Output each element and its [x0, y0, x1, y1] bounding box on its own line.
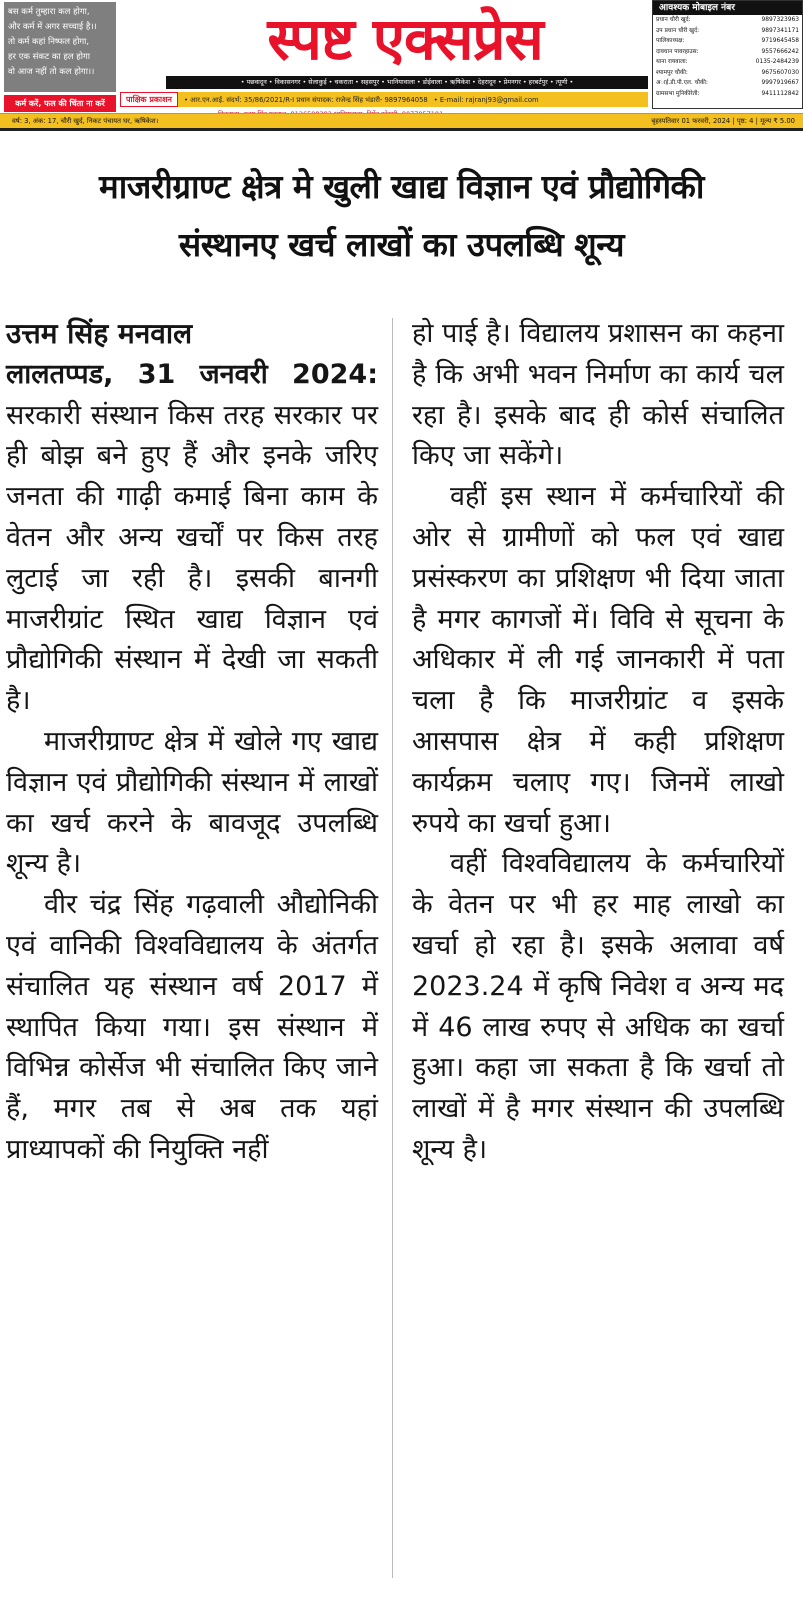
- contact-number: 9897323963: [761, 17, 799, 23]
- contact-row: [653, 57, 802, 68]
- headline-line: संस्थानए खर्च लाखों का उपलब्धि शून्य: [178, 225, 625, 264]
- contact-label: अाई.डी.पी.एल. चौकी:: [656, 80, 708, 86]
- article-column-left: [6, 314, 378, 1171]
- coverage-cities-strip: • पछवादून • विकासनगर • सेलाकुई • चकराता • सहसपुर • भानियावाला • डोईवाला • ऋषिकेश • देहरादून • प्रेमनगर • हरबर्टपुर • त्यूणी •: [166, 76, 648, 89]
- column-divider: [392, 318, 393, 1578]
- contact-number: 9411112842: [761, 90, 799, 97]
- headline-line: माजरीग्राण्ट क्षेत्र मे खुली खाद्य विज्ञान एवं प्रौद्योगिकी: [99, 167, 704, 206]
- motto-box: [4, 2, 116, 92]
- article-paragraph: माजरीग्राण्ट क्षेत्र में खोले गए खाद्य विज्ञान एवं प्रौद्योगिकी संस्थान में लाखों का खर्च करने के बावजूद उपलब्धि शून्य है।: [6, 725, 378, 880]
- contact-numbers-box: [652, 0, 803, 109]
- motto-line: और कर्म में अगर सच्चाई है।।: [8, 22, 97, 32]
- article-paragraph: वहीं इस स्थान में कर्मचारियों की ओर से ग्रामीणों को फल एवं खाद्य प्रसंस्करण का प्रशिक्षण भी दिया जाता है मगर कागजों में। विवि से सूचना के अधिकार में ली गई जानकारी में पता चला है कि माजरीग्रांट व इसके आसपास क्षेत्र में कही प्रशिक्षण कार्यक्रम चलाए गए। जिनमें लाखो रुपये का खर्चा हुआ।: [412, 481, 784, 839]
- contact-row: [653, 47, 802, 58]
- contact-number: 9719645458: [761, 38, 799, 44]
- email-address: • E-mail: rajranj93@gmail.com: [433, 96, 539, 104]
- registration-number: • आर.एन.आई. संदर्भ: 35/86/2021/R-I: [184, 96, 295, 104]
- contact-number: 9675607030: [761, 69, 799, 76]
- contact-row: [653, 15, 802, 26]
- contact-label: पालिकाध्यक्ष:: [656, 38, 685, 44]
- article-dateline: लालतप्पड, 31 जनवरी 2024:: [6, 358, 378, 390]
- issue-date-page-price: बृहस्पतिवार 01 फरवरी, 2024 | पृष्ठ: 4 | मूल्य ₹ 5.00: [651, 117, 795, 125]
- contact-label: थाना रायवाला:: [656, 59, 688, 65]
- slogan-banner: कर्म करें, फल की चिंता ना करें: [4, 95, 116, 112]
- issue-info-line: [0, 113, 803, 128]
- contact-number: 9997919667: [761, 80, 799, 86]
- contact-row: [653, 78, 802, 89]
- article-paragraph: वहीं विश्वविद्यालय के कर्मचारियों के वेतन पर भी हर माह लाखो का खर्चा हो रहा है। इसके अलावा वर्ष 2023.24 में कृषि निवेश व अन्य मद में 46 लाख रुपए से अधिक का खर्चा हुआ। कहा जा सकता है कि खर्चा तो लाखों में है मगर संस्थान की उपलब्धि शून्य है।: [412, 848, 784, 1165]
- contact-box-title: आवश्यक मोबाइल नंबर: [653, 1, 802, 15]
- motto-line: वो आज नहीं तो कल होगा।।: [8, 67, 95, 77]
- motto-line: बस कर्म तुम्हारा कल होगा,: [8, 7, 90, 17]
- frequency-badge: पाक्षिक प्रकाशन: [120, 92, 178, 107]
- contact-label: श्यामपुर चौकी:: [656, 69, 688, 76]
- contact-label: ग्रामसभा मुनिकीरेती:: [656, 90, 700, 97]
- chief-editor: प्रधान संपादक: राजेन्द्र सिंह भंडारी- 9897964058: [296, 96, 428, 104]
- contact-row: [653, 68, 802, 79]
- article-byline: उत्तम सिंह मनवाल: [6, 317, 193, 350]
- contact-row: [653, 89, 802, 100]
- issue-volume-address: वर्ष: 3, अंक: 17, चौरी खुर्द, निकट पंचायत घर, ऋषिकेश।: [12, 117, 159, 125]
- newspaper-masthead: [0, 0, 803, 131]
- paragraph-text: सरकारी संस्थान किस तरह सरकार पर ही बोझ बने हुए हैं और इनके जरिए जनता की गाढ़ी कमाई बिना काम के वेतन और अन्य खर्चों पर किस तरह लुटाई जा रही है। इसकी बानगी माजरीग्रांट स्थित खाद्य विज्ञान एवं प्रौद्योगिकी संस्थान में देखी जा सकती है।: [6, 399, 378, 717]
- contact-label: उप प्रधान चौरी खुर्द:: [656, 27, 700, 34]
- article-paragraph: हो पाई है। विद्यालय प्रशासन का कहना है कि अभी भवन निर्माण का कार्य चल रहा है। इसके बाद ही कोर्स संचालित किए जा सकेंगे।: [412, 318, 784, 472]
- contact-number: 0135-2484239: [755, 59, 799, 65]
- motto-line: तो कर्म कहां निष्फल होगा,: [8, 37, 90, 47]
- contact-row: [653, 36, 802, 47]
- newspaper-name-logo: स्पष्ट एक्सप्रेस: [267, 5, 543, 73]
- contact-label: प्रधान चौरी खुर्द:: [656, 17, 691, 23]
- publication-info-bar: [120, 92, 648, 107]
- article-column-right: [412, 314, 784, 1171]
- contact-label: दावधान पावरहाउस:: [656, 48, 699, 55]
- contact-number: 9897341171: [761, 27, 799, 34]
- article-paragraph: वीर चंद्र सिंह गढ़वाली औद्योनिकी एवं वानिकी विश्वविद्यालय के अंतर्गत संचालित यह संस्थान वर्ष 2017 में स्थापित किया गया। इस संस्थान में विभिन्न कोर्सेज भी संचालित किए जाने हैं, मगर तब से अब तक यहां प्राध्यापकों की नियुक्ति नहीं: [6, 889, 378, 1165]
- motto-line: हर एक संकट का हल होगा: [8, 52, 90, 62]
- contact-row: [653, 26, 802, 37]
- contact-number: 9557666242: [761, 48, 799, 55]
- article-headline: [0, 158, 803, 274]
- article-paragraph: [6, 355, 378, 722]
